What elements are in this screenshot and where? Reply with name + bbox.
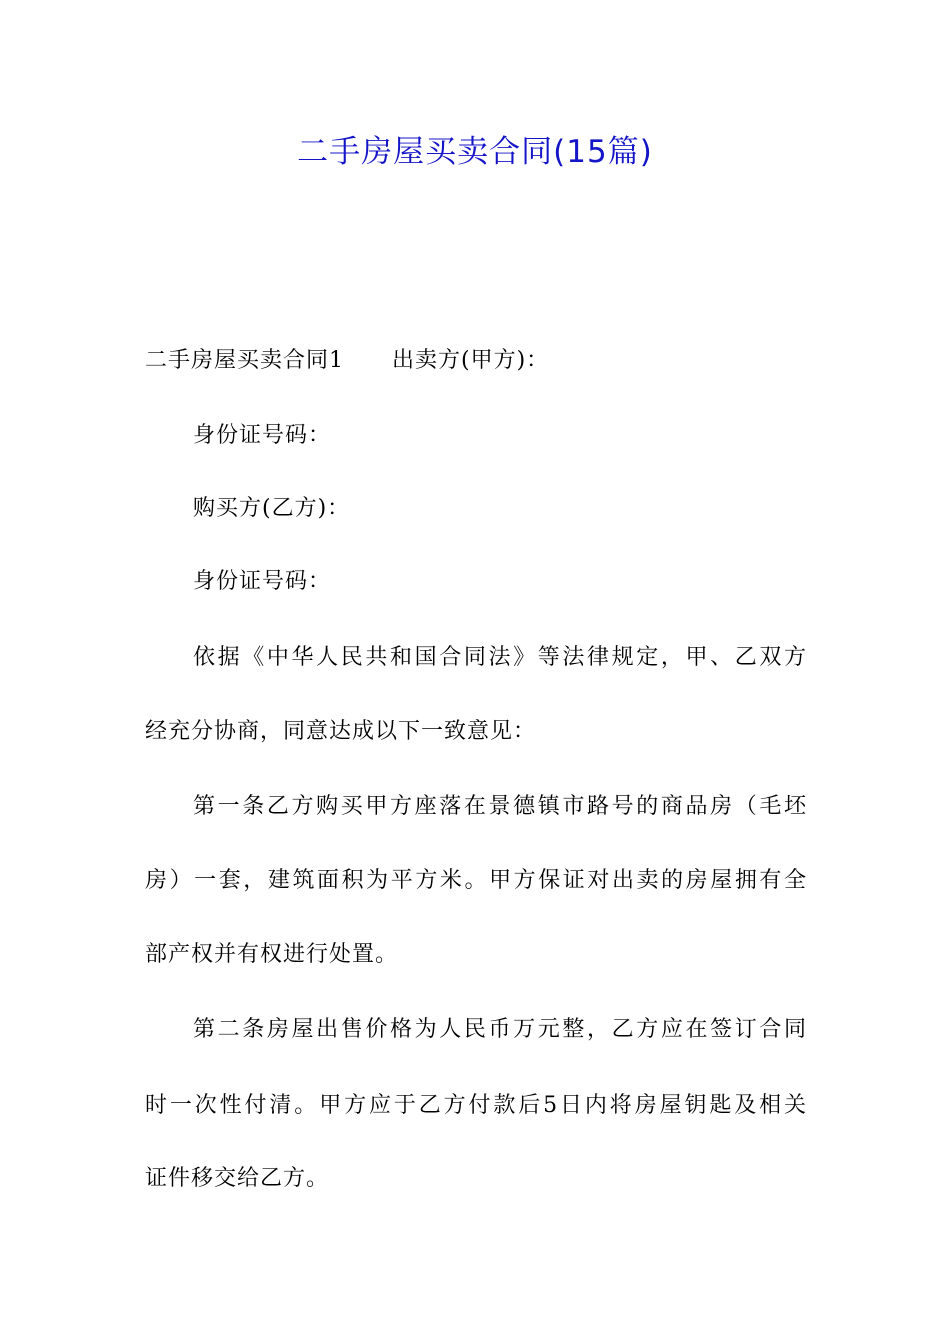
clause-2-line: 时一次性付清。甲方应于乙方付款后5日内将房屋钥匙及相关 — [145, 1093, 807, 1118]
document-title: 二手房屋买卖合同(15篇) — [297, 134, 653, 170]
contract-heading-line — [145, 346, 807, 376]
buyer-label: 购买方(乙方)： — [193, 496, 351, 521]
seller-label: 出卖方(甲方)： — [392, 348, 550, 373]
paragraph-line: 依据《中华人民共和国合同法》等法律规定，甲、乙双方 — [193, 645, 807, 670]
paragraph-line: 经充分协商，同意达成以下一致意见： — [145, 719, 537, 744]
clause-2-line: 第二条房屋出售价格为人民币万元整，乙方应在签订合同 — [193, 1017, 807, 1042]
clause-1-line: 房）一套，建筑面积为平方米。甲方保证对出卖的房屋拥有全 — [145, 868, 807, 893]
clause-1-line: 第一条乙方购买甲方座落在景德镇市路号的商品房（毛坯 — [193, 794, 807, 819]
clause-2-line: 证件移交给乙方。 — [145, 1166, 330, 1191]
seller-id-label: 身份证号码： — [193, 423, 332, 448]
buyer-id-label: 身份证号码： — [193, 569, 332, 594]
clause-1-line: 部产权并有权进行处置。 — [145, 942, 399, 967]
contract-number: 二手房屋买卖合同1 — [145, 348, 344, 373]
